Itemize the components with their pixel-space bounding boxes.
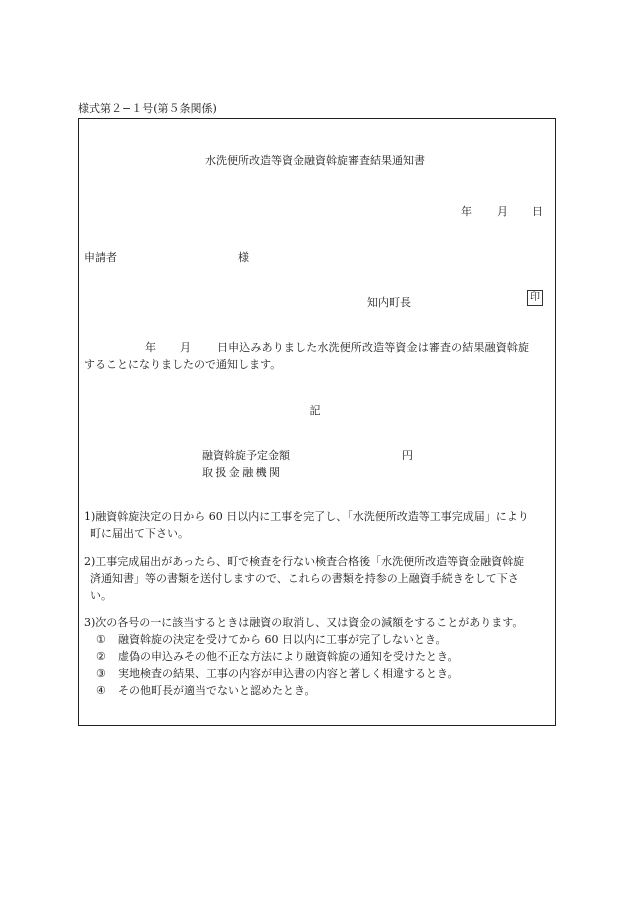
subitem [96,682,316,698]
subitem-text: 実地検査の結果、工事の内容が申込書の内容と著しく相違するとき。 [118,667,459,680]
body-month: 月 [180,341,191,354]
applicant-honorific: 様 [238,251,249,264]
ki-heading: 記 [309,404,321,417]
body-line2: することになりましたので通知します。 [84,358,282,371]
date-day: 日 [532,205,543,218]
institution-label: 取扱金融機関 [202,466,283,479]
date-month: 月 [497,205,508,218]
document-title: 水洗便所改造等資金融資斡旋審査結果通知書 [205,154,425,167]
date-year: 年 [461,205,472,218]
subitem-text: 虚偽の申込みその他不正な方法により融資斡旋の通知を受けたとき。 [118,650,459,663]
subitem [96,631,447,647]
note-3-line-1: 3)次の各号の一に該当するときは融資の取消し、又は資金の減額をすることがあります。 [84,616,524,629]
subitem [96,665,459,681]
subitem-number: ④ [96,684,106,697]
form-number: 様式第２−１号(第５条関係) [78,102,217,115]
applicant-label: 申請者 [84,251,117,264]
subitem-text: 融資斡旋の決定を受けてから 60 日以内に工事が完了しないとき。 [118,633,447,646]
yen-unit: 円 [402,449,413,462]
seal-mark: 印 [527,290,543,306]
amount-label: 融資斡旋予定金額 [202,449,290,462]
note-1-line-1: 1)融資斡旋決定の日から 60 日以内に工事を完了し、「水洗便所改造等工事完成届」により [84,510,529,523]
subitem-number: ③ [96,667,106,680]
note-2-line-3: い。 [90,589,112,602]
note-2-line-1: 2)工事完成届出があったら、町で検査を行ない検査合格後「水洗便所改造等資金融資斡旋 [84,555,525,568]
subitem [96,648,459,664]
subitem-number: ② [96,650,106,663]
subitem-number: ① [96,633,106,646]
note-2-line-2: 済通知書」等の書類を送付しますので、これらの書類を持参の上融資手続きをして下さ [90,572,519,585]
subitem-text: その他町長が適当でないと認めたとき。 [118,684,316,697]
note-1-line-2: 町に届出て下さい。 [90,527,189,540]
body-year: 年 [145,341,156,354]
body-line1: 日申込みありました水洗便所改造等資金は審査の結果融資斡旋 [217,341,530,354]
mayor-label: 知内町長 [367,296,411,309]
